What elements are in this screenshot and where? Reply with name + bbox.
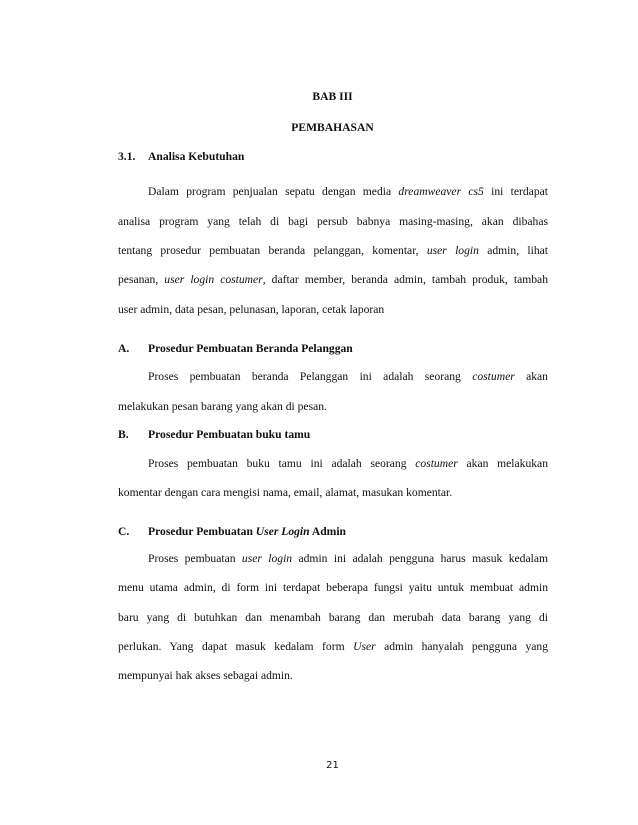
intro-line-5: user admin, data pesan, pelunasan, laporan, cetak laporan	[118, 303, 385, 316]
intro-line-3	[118, 244, 548, 258]
intro-line-1	[148, 185, 548, 199]
text: admin ini adalah pengguna harus masuk kedalam	[292, 552, 548, 565]
text: admin, lihat	[478, 244, 549, 257]
section-a-line-1	[148, 370, 548, 384]
intro-line-2: analisa program yang telah di bagi persub babnya masing-masing, akan dibahas	[118, 215, 548, 228]
italic-text: user login	[426, 244, 479, 257]
section-title: Analisa Kebutuhan	[148, 150, 245, 163]
text: ini terdapat	[483, 185, 548, 198]
italic-text: user login costumer	[164, 273, 263, 286]
section-c-line-3: baru yang di butuhkan dan menambah barang dan merubah data barang yang di	[118, 611, 548, 624]
italic-text: costumer	[472, 370, 515, 383]
text: Dalam program penjualan sepatu dengan media	[148, 185, 399, 198]
section-a-line-2: melakukan pesan barang yang akan di pesan.	[118, 400, 327, 413]
italic-text: costumer	[415, 457, 458, 470]
text: Proses pembuatan buku tamu ini adalah seorang	[148, 457, 416, 470]
section-title: Admin	[309, 525, 346, 538]
italic-text: User	[353, 640, 376, 653]
section-c-line-4	[118, 640, 548, 654]
section-title: Prosedur Pembuatan buku tamu	[148, 428, 311, 441]
text: pesanan,	[118, 273, 165, 286]
page-number: 21	[326, 760, 339, 771]
section-number: B.	[118, 428, 129, 441]
section-number: 3.1.	[118, 150, 136, 163]
text: perlukan. Yang dapat masuk kedalam form	[118, 640, 354, 653]
italic-text: dreamweaver cs5	[398, 185, 484, 198]
section-title: Prosedur Pembuatan Beranda Pelanggan	[148, 342, 353, 355]
section-b-heading	[118, 428, 310, 442]
section-c-line-5: mempunyai hak akses sebagai admin.	[118, 669, 293, 682]
text: tentang prosedur pembuatan beranda pelanggan, komentar,	[118, 244, 427, 257]
section-c-line-1	[148, 552, 548, 566]
section-b-line-1	[148, 457, 548, 471]
text: , daftar member, beranda admin, tambah produk, tambah	[262, 273, 548, 286]
text: admin hanyalah pengguna yang	[375, 640, 548, 653]
text: akan	[514, 370, 548, 383]
text: Proses pembuatan	[148, 552, 242, 565]
intro-line-4	[118, 273, 548, 287]
italic-text: user login	[241, 552, 293, 565]
section-number: A.	[118, 342, 130, 355]
section-c-line-2: menu utama admin, di form ini terdapat beberapa fungsi yaitu untuk membuat admin	[118, 581, 548, 594]
text: akan melakukan	[457, 457, 548, 470]
section-number: C.	[118, 525, 130, 538]
chapter-title: PEMBAHASAN	[291, 121, 374, 134]
chapter-label: BAB III	[312, 90, 353, 103]
section-title-italic: User Login	[255, 525, 310, 538]
text: Proses pembuatan beranda Pelanggan ini adalah seorang	[148, 370, 473, 383]
section-a-heading	[118, 342, 353, 356]
section-c-heading	[118, 525, 346, 539]
section-b-line-2: komentar dengan cara mengisi nama, email, alamat, masukan komentar.	[118, 486, 453, 499]
section-title: Prosedur Pembuatan	[148, 525, 256, 538]
section-3-1-heading	[118, 150, 244, 164]
